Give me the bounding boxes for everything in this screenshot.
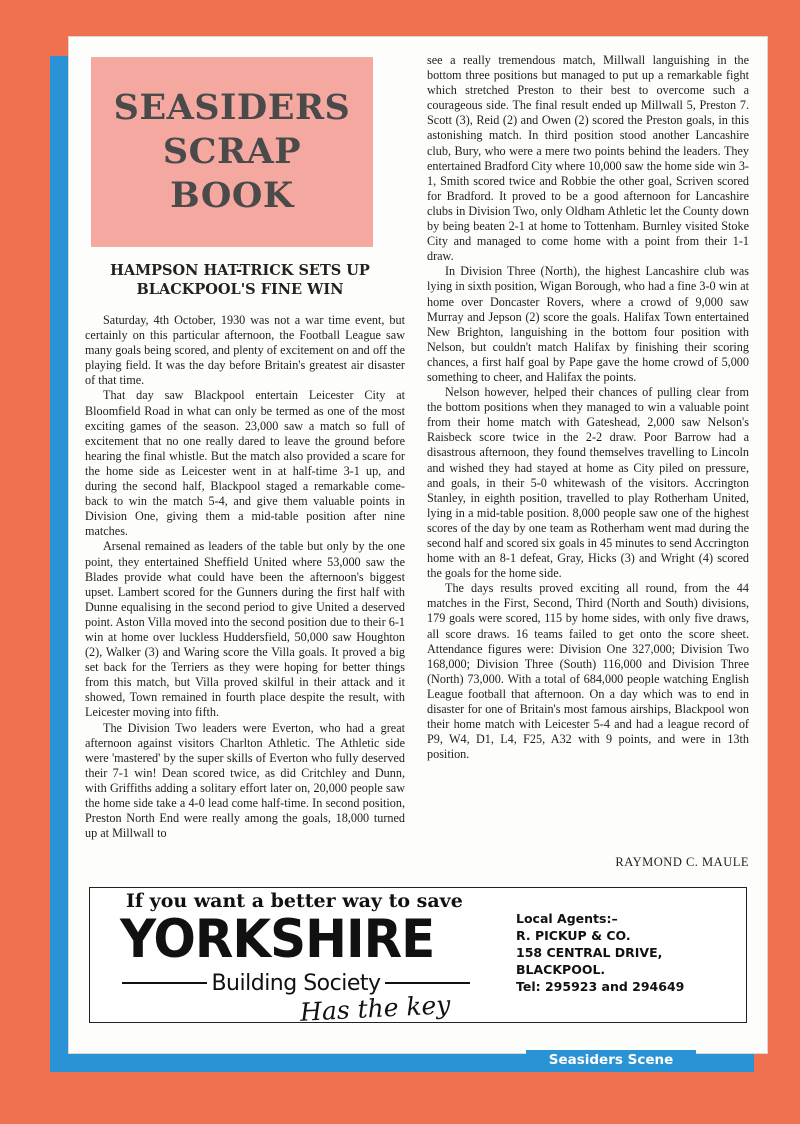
agents-line: Local Agents:– [516,911,618,926]
divider [385,982,470,984]
article-paragraph: In Division Three (North), the highest Lancashire club was lying in sixth position, Wigan Borough, who had a fine 3-0 win at home over Doncaster Rovers, where a crowd of 9,000 saw Murray and Jepson (2) score the goals. Halifax Town entertained New Brighton, languishing in the bottom four position with Nelson, but couldn't match Halifax by finishing their scoring chances, a first half goal by Pape gave the home crowd of 5,000 something to cheer, and Halifax the points. [427,264,749,384]
agents-line: R. PICKUP & CO. [516,928,631,943]
title-line: SCRAP [162,131,302,172]
yorkshire-advert [89,887,747,1027]
article-paragraph: see a really tremendous match, Millwall languishing in the bottom three positions but managed to put up a remarkable fight which stretched Preston to their best to overcome such a courageous side. The final result ended up Millwall 5, Preston 7. Scott (3), Reid (2) and Owen (2) scored the Preston goals, in this astonishing match. In third position stood another Lancashire club, Bury, who were a mere two points behind the leaders. They entertained Bradford City where 10,000 saw the home side win 3-1, Smith scored twice and Robbie the other goal, Scriven scored for Bradford. It proved to be a good afternoon for Lancashire clubs in Division Two, only Oldham Athletic let the County down by being beaten 2-1 at home to Tottenham. Burnley visited Stoke City and managed to come home with a point from their 1-1 draw. [427,53,749,264]
section-footer-tag: Seasiders Scene [526,1050,696,1070]
article-paragraph: Saturday, 4th October, 1930 was not a war time event, but certainly on this particular afternoon, the Football League saw many goals being scored, and plenty of excitement on and off the playing field. It was the day before Britain's greatest air disaster of that time. [85,313,405,388]
advert-agents [516,910,684,995]
article-paragraph: Nelson however, helped their chances of pulling clear from the bottom positions when they managed to win a valuable point from their home match with Gateshead, 2,000 saw Nelson's Raisbeck score twice in the 2-2 draw. Poor Barrow had a disastrous afternoon, they found themselves travelling to Lincoln and wished they had stayed at home as City piled on pressure, and goals, in their 5-0 whitewash of the visitors. Accrington Stanley, in eighth position, travelled to play Rotherham United, lying in a mid-table position. 8,000 people saw one of the highest scores of the day by one team as Rotherham went mad during the second half and scored six goals in 45 minutes to send Accrington home with an 8-1 defeat, Gray, Hicks (3) and Wright (4) scored the goals for the home side. [427,385,749,581]
article-paragraph: The days results proved exciting all round, from the 44 matches in the First, Second, Third (North and South) divisions, 179 goals were scored, 115 by home sides, with only five draws, all score draws. 16 teams failed to get onto the score sheet. Attendance figures were: Division One 327,000; Division Two 168,000; Division Three (South) 116,000 and Division Three (North) 73,000. With a total of 684,000 people watching English League football that afternoon. On a day which was to end in disaster for one of Britain's most famous airships, Blackpool won their home match with Leicester 5-4 and had a league record of P9, W4, D1, L4, F25, A32 with 9 points, and were in 13th position. [427,581,749,762]
article-paragraph: The Division Two leaders were Everton, who had a great afternoon against visitors Charlton Athletic. The Athletic side were 'mastered' by the super skills of Everton who fully deserved their 7-1 win! Dean scored twice, as did Critchley and Dunn, with Griffiths adding a solitary effort later on, 20,000 people saw the home side take a 4-0 lead come half-time. In second position, Preston North End were really among the goals, 18,000 turned up at Millwall to [85,720,405,841]
article-paragraph: That day saw Blackpool entertain Leicester City at Bloomfield Road in what can only be termed as one of the most exciting games of the season. 23,000 saw a match so full of excitement that no one really dared to leave the ground before hearing the final whistle. But the match also provided a scare for the home side as Leicester went in at half-time 3-1 up, and during the second half, Blackpool staged a remarkable come-back to win the match 5-4, and give them valuable points in Division One, giving them a mid-table position after nine matches. [85,388,405,539]
article-column-left [85,313,405,841]
agents-line: BLACKPOOL. [516,962,606,977]
title-line: BOOK [170,175,294,216]
title-line: SEASIDERS [113,87,351,128]
advert-slogan: Has the key [299,990,452,1027]
article-column-right [427,53,749,762]
article-headline [81,261,399,299]
advert-tagline: If you want a better way to save [126,890,463,912]
magazine-page [68,36,768,1054]
section-title-box [91,57,373,247]
advert-brand: YORKSHIRE [120,908,435,970]
divider [122,982,207,984]
agents-line: 158 CENTRAL DRIVE, [516,945,663,960]
headline-line: BLACKPOOL'S FINE WIN [136,281,344,298]
headline-line: HAMPSON HAT-TRICK SETS UP [110,262,370,279]
article-byline: RAYMOND C. MAULE [615,855,749,869]
advert-brand-sub: Building Society [211,970,381,996]
agents-line: Tel: 295923 and 294649 [516,979,685,994]
article-paragraph: Arsenal remained as leaders of the table but only by the one point, they entertained Sheffield United where 53,000 saw the Blades provide what could have been the afternoon's biggest upset. Lambert scored for the Gunners during the first half with Dunne equalising in the second period to give United a deserved point. Aston Villa moved into the second position due to their 6-1 win at home over luckless Huddersfield, 50,000 saw Houghton (2), Walker (3) and Waring score the Villa goals. It proved a big set back for the Terriers as they were hoping for better things from this match, but Villa proved skilful in their attack and it showed, Town remained in fourth place despite the result, with Leicester moving into fifth. [85,539,405,720]
